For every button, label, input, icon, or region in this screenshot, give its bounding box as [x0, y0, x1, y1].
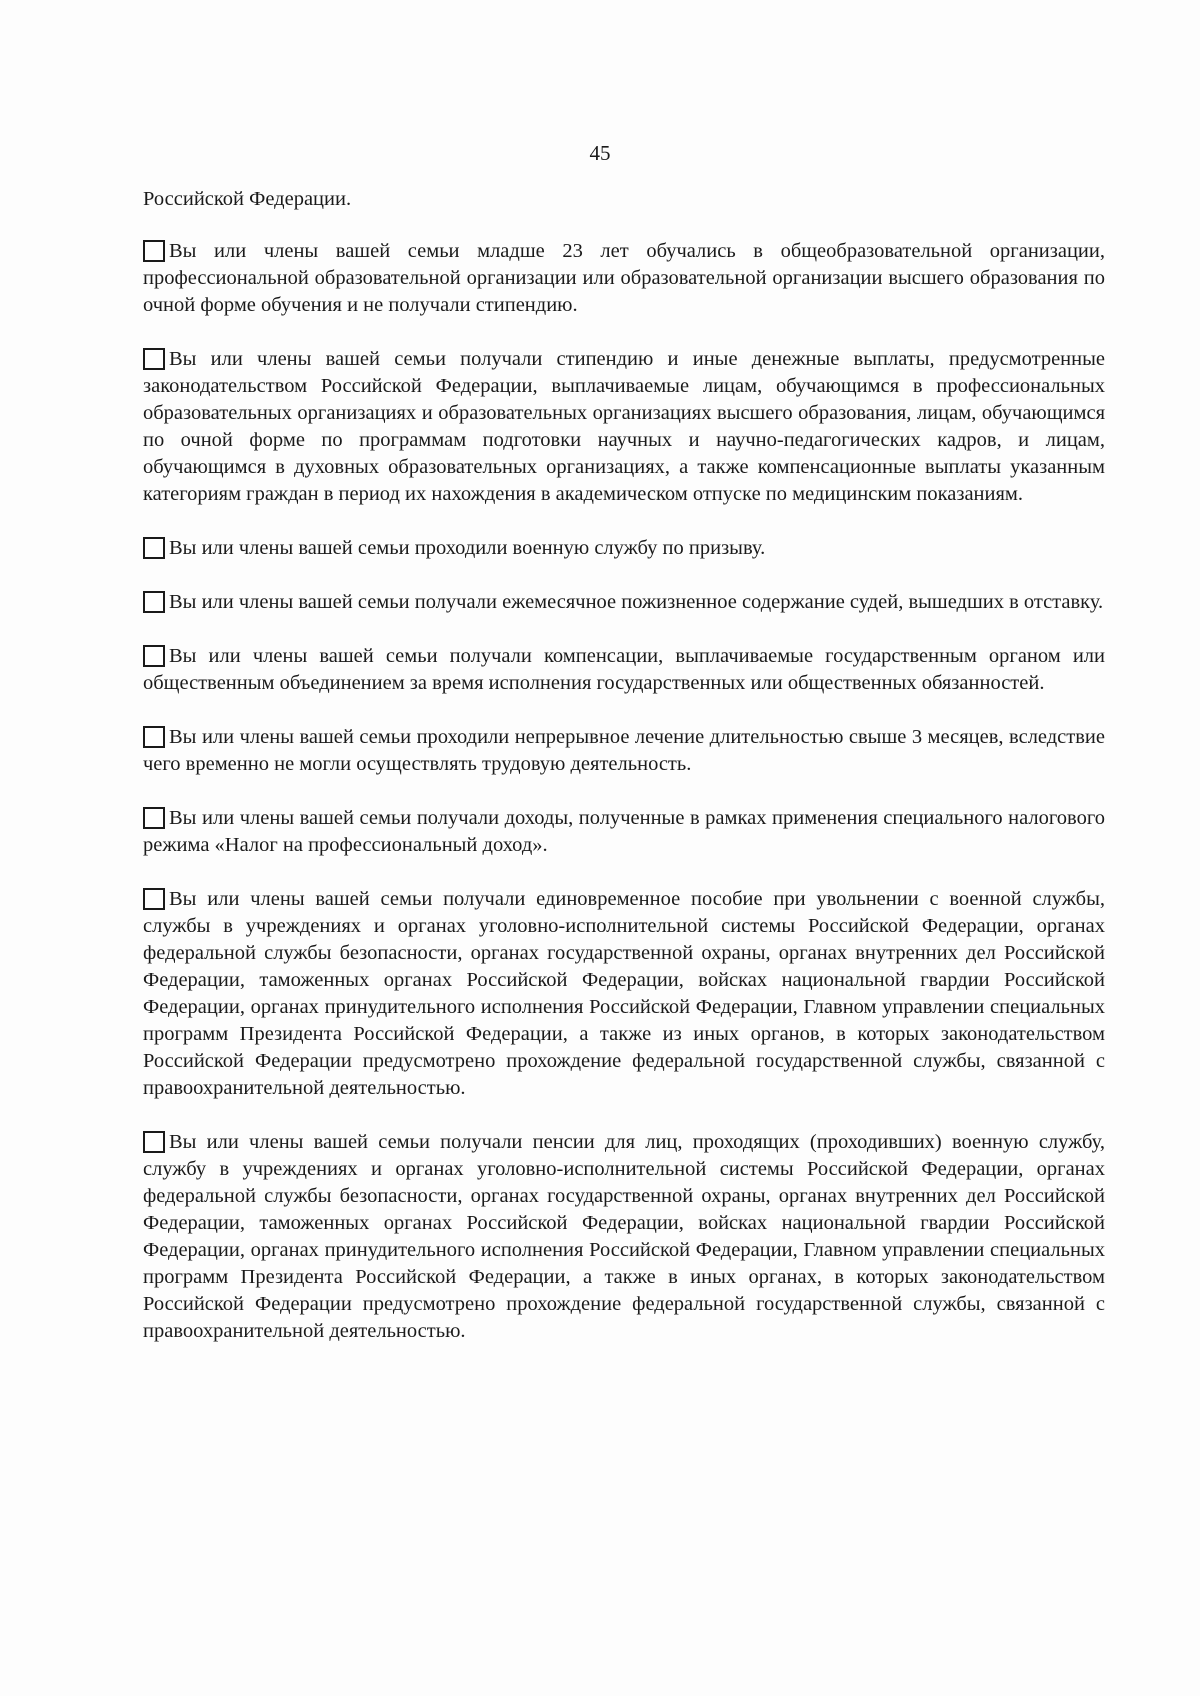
checkbox[interactable]	[143, 1131, 165, 1153]
checkbox-item-label: Вы или члены вашей семьи получали пенсии для лиц, проходящих (проходивших) военную службу, службу в учреждениях и органах уголовно-исполнительной системы Российской Федерации, органах федеральной службы безопасности, органах государственной охраны, органах внутренних дел Российской Федерации, таможенных органах Российской Федерации, войсках национальной гвардии Российской Федерации, органах принудительного исполнения Российской Федерации, Главном управлении специальных программ Президента Российской Федерации, а также в иных органах, в которых законодательством Российской Федерации предусмотрено прохождение федеральной государственной службы, связанной с правоохранительной деятельностью.	[143, 1131, 1105, 1342]
checkbox-item	[143, 643, 1105, 697]
checkbox[interactable]	[143, 807, 165, 829]
checkbox-item-label: Вы или члены вашей семьи получали единовременное пособие при увольнении с военной службы, службы в учреждениях и органах уголовно-исполнительной системы Российской Федерации, органах федеральной службы безопасности, органах государственной охраны, органах внутренних дел Российской Федерации, таможенных органах Российской Федерации, войсках национальной гвардии Российской Федерации, органах принудительного исполнения Российской Федерации, Главном управлении специальных программ Президента Российской Федерации, а также из иных органов, в которых законодательством Российской Федерации предусмотрено прохождение федеральной государственной службы, связанной с правоохранительной деятельностью.	[143, 888, 1105, 1099]
checkbox-item-label: Вы или члены вашей семьи проходили военную службу по призыву.	[169, 537, 766, 559]
page-number: 45	[589, 141, 611, 165]
checkbox-item	[143, 535, 1105, 562]
checkbox-item-label: Вы или члены вашей семьи проходили непрерывное лечение длительностью свыше 3 месяцев, вследствие чего временно не могли осуществлять трудовую деятельность.	[143, 726, 1105, 775]
checkbox-item-label: Вы или члены вашей семьи получали доходы, полученные в рамках применения специального налогового режима «Налог на профессиональный доход».	[143, 807, 1105, 856]
checkbox[interactable]	[143, 726, 165, 748]
checkbox-item	[143, 886, 1105, 1102]
checkbox-item	[143, 238, 1105, 319]
checkbox[interactable]	[143, 645, 165, 667]
checkbox[interactable]	[143, 348, 165, 370]
checkbox-item-label: Вы или члены вашей семьи получали ежемесячное пожизненное содержание судей, вышедших в отставку.	[169, 591, 1104, 613]
checkbox-item	[143, 724, 1105, 778]
checkbox-item	[143, 805, 1105, 859]
checkbox-item	[143, 589, 1105, 616]
checkbox-list	[143, 238, 1105, 1372]
checkbox-item	[143, 1129, 1105, 1345]
checkbox[interactable]	[143, 888, 165, 910]
intro-text: Российской Федерации.	[143, 188, 352, 210]
checkbox-item	[143, 346, 1105, 508]
checkbox-item-label: Вы или члены вашей семьи получали стипендию и иные денежные выплаты, предусмотренные законодательством Российской Федерации, выплачиваемые лицам, обучающимся в профессиональных образовательных организациях и образовательных организациях высшего образования, лицам, обучающимся по очной форме по программам подготовки научных и научно-педагогических кадров, и лицам, обучающимся в духовных образовательных организациях, а также компенсационные выплаты указанным категориям граждан в период их нахождения в академическом отпуске по медицинским показаниям.	[143, 348, 1105, 505]
checkbox-item-label: Вы или члены вашей семьи младше 23 лет обучались в общеобразовательной организации, профессиональной образовательной организации или образовательной организации высшего образования по очной форме обучения и не получали стипендию.	[143, 240, 1105, 316]
checkbox-item-label: Вы или члены вашей семьи получали компенсации, выплачиваемые государственным органом или общественным объединением за время исполнения государственных или общественных обязанностей.	[143, 645, 1105, 694]
checkbox[interactable]	[143, 240, 165, 262]
checkbox[interactable]	[143, 591, 165, 613]
checkbox[interactable]	[143, 537, 165, 559]
